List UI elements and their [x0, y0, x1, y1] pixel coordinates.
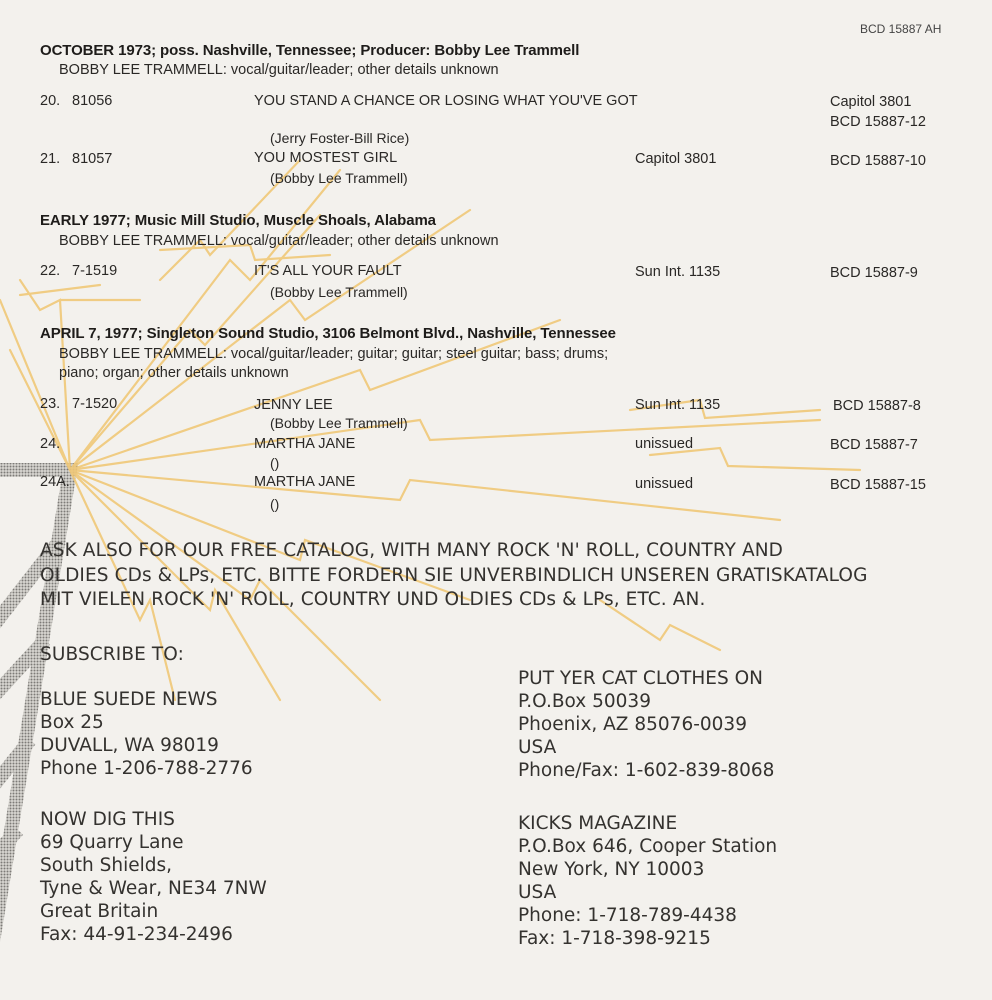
- track-number: 22.: [40, 263, 61, 279]
- address-line: Phone: 1-718-789-4438: [518, 905, 737, 926]
- address-line: PUT YER CAT CLOTHES ON: [518, 668, 763, 689]
- catalog-notice-line: MIT VIELEN ROCK 'N' ROLL, COUNTRY UND OLDIES CDs & LPs, ETC. AN.: [40, 589, 706, 610]
- track-number: 21.: [40, 151, 61, 167]
- track-cd: BCD 15887-12: [830, 114, 926, 130]
- address-line: Box 25: [40, 712, 104, 733]
- session-personnel: BOBBY LEE TRAMMELL: vocal/guitar/leader; other details unknown: [59, 233, 499, 249]
- track-cd: BCD 15887-7: [830, 437, 918, 453]
- address-line: NOW DIG THIS: [40, 809, 175, 830]
- address-line: KICKS MAGAZINE: [518, 813, 678, 834]
- address-line: DUVALL, WA 98019: [40, 735, 219, 756]
- address-line: Phone/Fax: 1-602-839-8068: [518, 760, 775, 781]
- address-line: P.O.Box 50039: [518, 691, 651, 712]
- track-matrix: 7-1520: [72, 396, 118, 412]
- track-composer: (Bobby Lee Trammell): [270, 170, 408, 186]
- track-title: JENNY LEE: [254, 397, 333, 413]
- address-kicks-magazine: [518, 812, 777, 950]
- track-cd: BCD 15887-8: [833, 398, 921, 414]
- track-release: Sun Int. 1135: [635, 264, 721, 280]
- track-cd: BCD 15887-15: [830, 477, 926, 493]
- track-title: YOU STAND A CHANCE OR LOSING WHAT YOU'VE GOT: [254, 93, 638, 109]
- track-title: MARTHA JANE: [254, 474, 356, 490]
- track-composer: (): [270, 455, 280, 471]
- address-line: New York, NY 10003: [518, 859, 705, 880]
- track-composer: (): [270, 496, 280, 512]
- track-composer: (Jerry Foster-Bill Rice): [270, 130, 410, 146]
- address-line: South Shields,: [40, 855, 173, 876]
- address-line: Tyne & Wear, NE34 7NW: [40, 878, 267, 899]
- session-header: OCTOBER 1973; poss. Nashville, Tennessee; Producer: Bobby Lee Trammell: [40, 42, 580, 59]
- session-personnel: BOBBY LEE TRAMMELL: vocal/guitar/leader; other details unknown: [59, 62, 499, 78]
- address-line: USA: [518, 737, 557, 758]
- track-release: unissued: [635, 476, 694, 492]
- track-cd: BCD 15887-9: [830, 265, 918, 281]
- session-header: EARLY 1977; Music Mill Studio, Muscle Shoals, Alabama: [40, 212, 436, 229]
- catalog-notice-line: ASK ALSO FOR OUR FREE CATALOG, WITH MANY ROCK 'N' ROLL, COUNTRY AND: [40, 540, 784, 561]
- track-release: Capitol 3801: [635, 151, 717, 167]
- address-line: Great Britain: [40, 901, 159, 922]
- track-number: 23.: [40, 396, 61, 412]
- address-now-dig-this: [40, 808, 267, 946]
- address-line: Phoenix, AZ 85076-0039: [518, 714, 747, 735]
- session-personnel: piano; organ; other details unknown: [59, 365, 289, 381]
- catalog-reference: BCD 15887 AH: [860, 22, 942, 36]
- track-release: Sun Int. 1135: [635, 397, 721, 413]
- track-matrix: 81056: [72, 93, 113, 109]
- track-number: 24.: [40, 436, 61, 452]
- address-line: 69 Quarry Lane: [40, 832, 184, 853]
- track-release: unissued: [635, 436, 694, 452]
- address-line: Phone 1-206-788-2776: [40, 758, 253, 779]
- catalog-notice-line: OLDIES CDs & LPs, ETC. BITTE FORDERN SIE UNVERBINDLICH UNSEREN GRATISKATALOG: [40, 565, 868, 586]
- track-cd: BCD 15887-10: [830, 153, 926, 169]
- track-matrix: 81057: [72, 151, 113, 167]
- session-header: APRIL 7, 1977; Singleton Sound Studio, 3106 Belmont Blvd., Nashville, Tennessee: [40, 325, 616, 342]
- address-line: P.O.Box 646, Cooper Station: [518, 836, 778, 857]
- subscribe-label: SUBSCRIBE TO:: [40, 644, 184, 665]
- address-line: Fax: 44-91-234-2496: [40, 924, 233, 945]
- session-personnel: BOBBY LEE TRAMMELL: vocal/guitar/leader; guitar; guitar; steel guitar; bass; drums;: [59, 346, 609, 362]
- track-matrix: 7-1519: [72, 263, 118, 279]
- track-number: 20.: [40, 93, 61, 109]
- address-put-yer-cat-clothes-on: [518, 667, 774, 782]
- track-release: Capitol 3801: [830, 94, 912, 110]
- address-line: USA: [518, 882, 557, 903]
- address-blue-suede-news: [40, 688, 253, 780]
- address-line: Fax: 1-718-398-9215: [518, 928, 711, 949]
- track-title: IT'S ALL YOUR FAULT: [254, 263, 402, 279]
- track-composer: (Bobby Lee Trammell): [270, 284, 408, 300]
- address-line: BLUE SUEDE NEWS: [40, 689, 218, 710]
- track-title: YOU MOSTEST GIRL: [254, 150, 398, 166]
- track-title: MARTHA JANE: [254, 436, 356, 452]
- track-composer: (Bobby Lee Trammell): [270, 415, 408, 431]
- track-number: 24A.: [40, 474, 70, 490]
